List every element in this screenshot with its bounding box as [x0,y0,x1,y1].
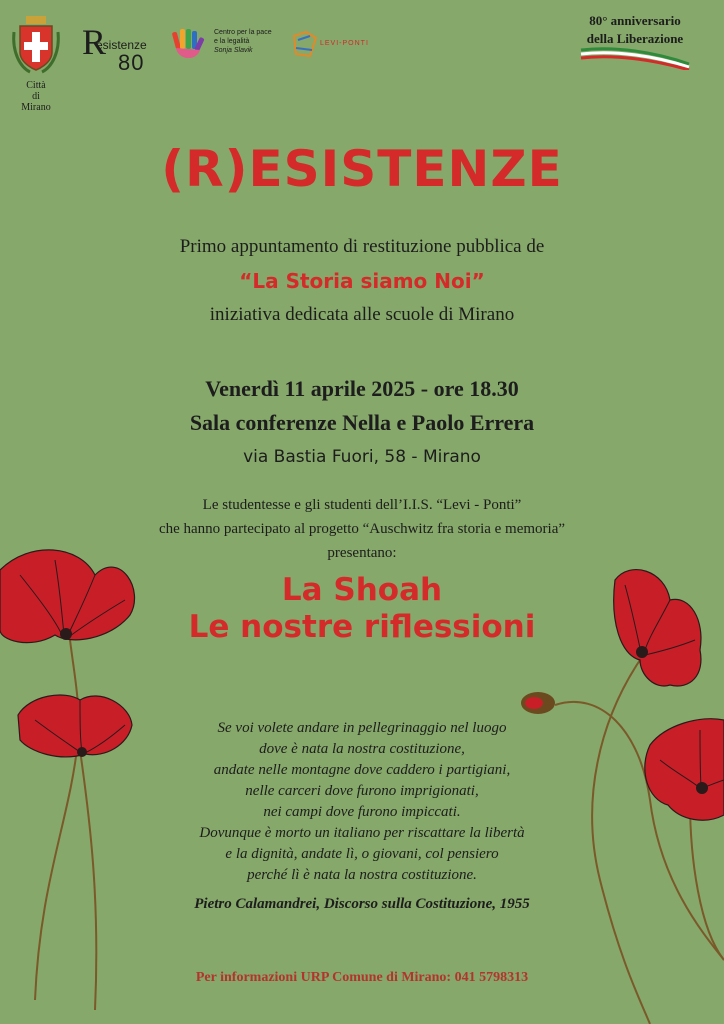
intro-block [0,230,724,332]
intro-line3: iniziativa dedicata alle scuole di Mirano [209,304,515,325]
quote-author: Pietro Calamandrei, Discorso sulla Costituzione, 1955 [194,896,530,912]
quote-block [0,718,724,886]
poppy-bud-icon [521,692,555,714]
quote-line: Se voi volete andare in pellegrinaggio nel luogo [217,720,507,736]
quote-line: Dovunque è morto un italiano per riscattare la libertà [199,825,525,841]
presentation-title [0,572,724,646]
peace-center-line2: e la legalità [214,38,250,45]
quote-line: andate nelle montagne dove caddero i partigiani, [213,762,511,778]
students-line2: che hanno partecipato al progetto “Auschwitz fra storia e memoria” [158,521,566,537]
info-contact: Per informazioni URP Comune di Mirano: 041 5798313 [195,970,529,985]
quote-line: perché lì è nata la nostra costituzione. [247,867,477,883]
presentation-line2: Le nostre riflessioni [188,609,536,645]
city-logo-line2: di [32,91,40,102]
peace-center-line3: Sonja Slavik [214,47,253,54]
levi-ponti-label: LEVI-PONTI [320,40,369,47]
initiative-title: “La Storia siamo Noi” [239,269,485,293]
students-block [0,493,724,565]
anniversary-line2: della Liberazione [586,31,684,46]
peace-center-logo [170,28,300,62]
students-line1: Le studentesse e gli studenti dell’I.I.S. “Levi - Ponti” [202,497,522,513]
r80-logo [82,22,162,76]
presentation-line1: La Shoah [281,572,443,608]
city-logo-line1: Città [26,80,46,91]
event-address: via Bastia Fuori, 58 - Mirano [243,447,481,467]
city-logo-line3: Mirano [21,102,51,113]
anniversary-line1: 80° anniversario [589,13,681,28]
anniversary-logo [560,12,710,70]
event-details [0,372,724,474]
city-logo [10,12,62,113]
students-line3: presentano: [327,545,397,561]
event-date: Venerdì 11 aprile 2025 - ore 18.30 [205,376,519,401]
r80-logo-number: 80 [118,50,145,75]
intro-line1: Primo appuntamento di restituzione pubblica de [179,236,545,257]
quote-line: e la dignità, andate lì, o giovani, col pensiero [225,846,499,862]
event-venue: Sala conferenze Nella e Paolo Errera [189,410,535,435]
r80-logo-letter: R [82,22,107,62]
quote-line: nelle carceri dove furono imprigionati, [245,783,479,799]
peace-center-line1: Centro per la pace [214,29,272,36]
levi-ponti-logo [290,28,370,62]
quote-line: dove è nata la nostra costituzione, [259,741,465,757]
r80-logo-word: esistenze [96,38,147,52]
levi-ponti-icon [290,28,320,62]
city-crest-icon [10,12,62,76]
page-title: (R)ESISTENZE [161,140,563,198]
peace-hand-icon [170,28,206,62]
quote-line: nei campi dove furono impiccati. [263,804,461,820]
